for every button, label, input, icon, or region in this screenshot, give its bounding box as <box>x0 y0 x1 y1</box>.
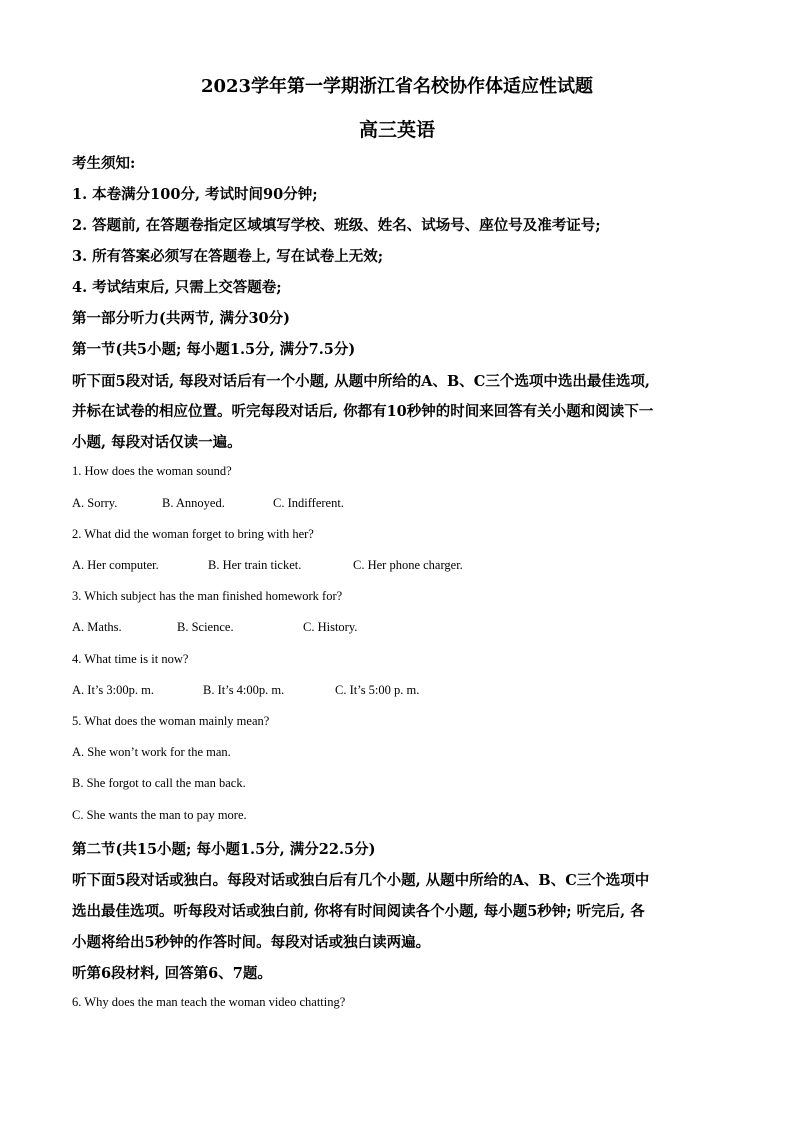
section2-instruction-line: 小题将给出5秒钟的作答时间。每段对话或独白读两遍。 <box>72 934 431 951</box>
option-b: B. Annoyed. <box>162 496 225 510</box>
notice-heading: 考生须知: <box>72 155 136 172</box>
option-c: C. She wants the man to pay more. <box>72 808 247 822</box>
option-c: C. Indifferent. <box>273 496 344 510</box>
option-b: B. She forgot to call the man back. <box>72 776 246 790</box>
notice-item: 4. 考试结束后, 只需上交答题卷; <box>72 279 282 296</box>
option-a: A. It’s 3:00p. m. <box>72 683 154 697</box>
question-stem: 3. Which subject has the man finished homework for? <box>72 589 343 603</box>
option-b: B. Science. <box>177 620 234 634</box>
notice-item: 2. 答题前, 在答题卷指定区域填写学校、班级、姓名、试场号、座位号及准考证号; <box>72 217 601 234</box>
exam-title: 2023学年第一学期浙江省名校协作体适应性试题 <box>200 76 594 97</box>
option-a: A. Maths. <box>72 620 122 634</box>
section2-instruction-line: 听下面5段对话或独白。每段对话或独白后有几个小题, 从题中所给的A、B、C三个选项中 <box>72 872 650 889</box>
option-c: C. It’s 5:00 p. m. <box>335 683 420 697</box>
option-b: B. It’s 4:00p. m. <box>203 683 285 697</box>
section2-heading: 第二节(共15小题; 每小题1.5分, 满分22.5分) <box>72 841 376 858</box>
question-stem: 4. What time is it now? <box>72 652 189 666</box>
section1-instruction-line: 听下面5段对话, 每段对话后有一个小题, 从题中所给的A、B、C三个选项中选出最佳选项, <box>72 373 650 390</box>
section2-instruction-line: 选出最佳选项。听每段对话或独白前, 你将有时间阅读各个小题, 每小题5秒钟; 听完后, 各 <box>72 903 645 920</box>
material-heading: 听第6段材料, 回答第6、7题。 <box>72 965 272 982</box>
option-c: C. Her phone charger. <box>353 558 463 572</box>
notice-item: 1. 本卷满分100分, 考试时间90分钟; <box>72 186 318 203</box>
option-a: A. She won’t work for the man. <box>72 745 231 759</box>
section1-instruction-line: 小题, 每段对话仅读一遍。 <box>72 434 242 451</box>
section1-heading: 第一节(共5小题; 每小题1.5分, 满分7.5分) <box>72 341 356 358</box>
option-b: B. Her train ticket. <box>208 558 302 572</box>
notice-item: 3. 所有答案必须写在答题卷上, 写在试卷上无效; <box>72 248 384 265</box>
question-stem: 6. Why does the man teach the woman video chatting? <box>72 995 346 1009</box>
option-a: A. Her computer. <box>72 558 159 572</box>
exam-subtitle: 高三英语 <box>358 119 435 141</box>
option-a: A. Sorry. <box>72 496 118 510</box>
question-stem: 2. What did the woman forget to bring with her? <box>72 527 314 541</box>
option-c: C. History. <box>303 620 358 634</box>
question-stem: 5. What does the woman mainly mean? <box>72 714 270 728</box>
question-stem: 1. How does the woman sound? <box>72 464 232 478</box>
part1-heading: 第一部分听力(共两节, 满分30分) <box>72 310 290 327</box>
section1-instruction-line: 并标在试卷的相应位置。听完每段对话后, 你都有10秒钟的时间来回答有关小题和阅读下一 <box>72 403 654 420</box>
